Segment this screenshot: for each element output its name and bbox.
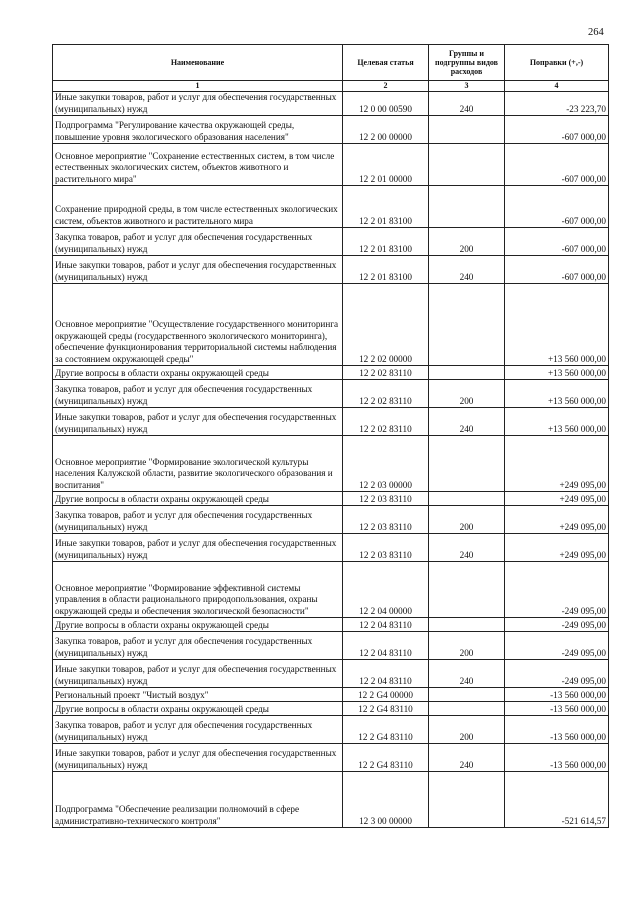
row-amount-cell: -13 560 000,00	[505, 744, 609, 772]
row-amount-cell: -607 000,00	[505, 144, 609, 186]
table-row	[53, 660, 609, 688]
table-row	[53, 492, 609, 506]
row-name-cell: Иные закупки товаров, работ и услуг для обеспечения государственных (муниципальных) нужд	[53, 744, 343, 772]
table-row	[53, 408, 609, 436]
row-group-cell: 240	[429, 92, 505, 116]
row-amount-cell: -607 000,00	[505, 116, 609, 144]
row-group-cell	[429, 144, 505, 186]
row-amount-cell: +13 560 000,00	[505, 284, 609, 366]
row-group-cell	[429, 688, 505, 702]
row-name-cell: Закупка товаров, работ и услуг для обеспечения государственных (муниципальных) нужд	[53, 380, 343, 408]
table-row	[53, 436, 609, 492]
row-name-cell: Закупка товаров, работ и услуг для обеспечения государственных (муниципальных) нужд	[53, 228, 343, 256]
table-row	[53, 116, 609, 144]
row-name-cell: Другие вопросы в области охраны окружающей среды	[53, 366, 343, 380]
row-code-cell: 12 2 02 00000	[343, 284, 429, 366]
row-amount-cell: -521 614,57	[505, 772, 609, 828]
row-code-cell: 12 2 01 83100	[343, 256, 429, 284]
row-amount-cell: +13 560 000,00	[505, 380, 609, 408]
row-amount-cell: +249 095,00	[505, 506, 609, 534]
row-code-cell: 12 3 00 00000	[343, 772, 429, 828]
row-name-cell: Закупка товаров, работ и услуг для обеспечения государственных (муниципальных) нужд	[53, 506, 343, 534]
row-group-cell: 200	[429, 716, 505, 744]
table-row	[53, 186, 609, 228]
row-name-cell: Иные закупки товаров, работ и услуг для обеспечения государственных (муниципальных) нужд	[53, 534, 343, 562]
page-number: 264	[588, 27, 604, 38]
table-row	[53, 632, 609, 660]
row-amount-cell: +13 560 000,00	[505, 366, 609, 380]
table-row	[53, 144, 609, 186]
table-row	[53, 366, 609, 380]
row-name-cell: Закупка товаров, работ и услуг для обеспечения государственных (муниципальных) нужд	[53, 632, 343, 660]
row-group-cell	[429, 186, 505, 228]
row-amount-cell: -249 095,00	[505, 618, 609, 632]
row-group-cell	[429, 772, 505, 828]
row-group-cell: 240	[429, 660, 505, 688]
row-amount-cell: +13 560 000,00	[505, 408, 609, 436]
row-group-cell	[429, 366, 505, 380]
row-code-cell: 12 2 03 83110	[343, 534, 429, 562]
row-code-cell: 12 2 04 83110	[343, 660, 429, 688]
row-code-cell: 12 2 01 83100	[343, 228, 429, 256]
budget-table	[52, 44, 609, 828]
row-name-cell: Подпрограмма "Обеспечение реализации полномочий в сфере административно-технического контроля"	[53, 772, 343, 828]
row-name-cell: Иные закупки товаров, работ и услуг для обеспечения государственных (муниципальных) нужд	[53, 408, 343, 436]
row-amount-cell: +249 095,00	[505, 534, 609, 562]
row-group-cell: 240	[429, 534, 505, 562]
row-code-cell: 12 2 02 83110	[343, 380, 429, 408]
row-amount-cell: -23 223,70	[505, 92, 609, 116]
row-code-cell: 12 2 02 83110	[343, 408, 429, 436]
row-group-cell	[429, 702, 505, 716]
row-group-cell: 200	[429, 228, 505, 256]
row-code-cell: 12 0 00 00590	[343, 92, 429, 116]
column-number: 1	[53, 81, 343, 92]
row-amount-cell: -607 000,00	[505, 228, 609, 256]
row-name-cell: Основное мероприятие "Сохранение естественных систем, в том числе естественных экологических систем, объектов животного и растительного мира"	[53, 144, 343, 186]
row-amount-cell: -249 095,00	[505, 562, 609, 618]
table-row	[53, 618, 609, 632]
row-group-cell	[429, 284, 505, 366]
table-row	[53, 744, 609, 772]
row-code-cell: 12 2 G4 00000	[343, 688, 429, 702]
row-group-cell: 200	[429, 380, 505, 408]
row-name-cell: Закупка товаров, работ и услуг для обеспечения государственных (муниципальных) нужд	[53, 716, 343, 744]
row-code-cell: 12 2 03 83110	[343, 492, 429, 506]
row-name-cell: Сохранение природной среды, в том числе естественных экологических систем, объектов животного и растительного мира	[53, 186, 343, 228]
header-group: Группы и подгруппы видов расходов	[429, 45, 505, 81]
row-group-cell	[429, 492, 505, 506]
row-name-cell: Другие вопросы в области охраны окружающей среды	[53, 492, 343, 506]
column-number: 3	[429, 81, 505, 92]
row-code-cell: 12 2 G4 83110	[343, 716, 429, 744]
row-name-cell: Другие вопросы в области охраны окружающей среды	[53, 618, 343, 632]
row-group-cell: 240	[429, 744, 505, 772]
table-row	[53, 506, 609, 534]
row-name-cell: Подпрограмма "Регулирование качества окружающей среды, повышение уровня экологического образования населения"	[53, 116, 343, 144]
table-row	[53, 256, 609, 284]
row-code-cell: 12 2 04 83110	[343, 618, 429, 632]
row-amount-cell: -13 560 000,00	[505, 702, 609, 716]
row-amount-cell: -13 560 000,00	[505, 716, 609, 744]
row-name-cell: Иные закупки товаров, работ и услуг для обеспечения государственных (муниципальных) нужд	[53, 256, 343, 284]
header-amount: Поправки (+,-)	[505, 45, 609, 81]
row-amount-cell: -13 560 000,00	[505, 688, 609, 702]
table-row	[53, 534, 609, 562]
row-code-cell: 12 2 03 83110	[343, 506, 429, 534]
table-header-row	[53, 45, 609, 81]
row-name-cell: Региональный проект "Чистый воздух"	[53, 688, 343, 702]
table-row	[53, 284, 609, 366]
row-code-cell: 12 2 02 83110	[343, 366, 429, 380]
row-name-cell: Иные закупки товаров, работ и услуг для обеспечения государственных (муниципальных) нужд	[53, 660, 343, 688]
row-group-cell: 240	[429, 408, 505, 436]
row-group-cell	[429, 562, 505, 618]
table-row	[53, 228, 609, 256]
table-row	[53, 688, 609, 702]
row-code-cell: 12 2 04 00000	[343, 562, 429, 618]
header-name: Наименование	[53, 45, 343, 81]
row-code-cell: 12 2 01 00000	[343, 144, 429, 186]
table-body	[53, 92, 609, 828]
row-amount-cell: -607 000,00	[505, 256, 609, 284]
table-row	[53, 702, 609, 716]
table-row	[53, 562, 609, 618]
row-code-cell: 12 2 03 00000	[343, 436, 429, 492]
table-row	[53, 92, 609, 116]
row-name-cell: Основное мероприятие "Формирование эффективной системы управления в области рационального природопользования, охраны окружающей среды и обеспечения экологической безопасности"	[53, 562, 343, 618]
row-amount-cell: +249 095,00	[505, 492, 609, 506]
row-amount-cell: +249 095,00	[505, 436, 609, 492]
row-name-cell: Другие вопросы в области охраны окружающей среды	[53, 702, 343, 716]
row-group-cell	[429, 116, 505, 144]
row-name-cell: Иные закупки товаров, работ и услуг для обеспечения государственных (муниципальных) нужд	[53, 92, 343, 116]
row-group-cell: 200	[429, 506, 505, 534]
row-code-cell: 12 2 04 83110	[343, 632, 429, 660]
row-group-cell: 240	[429, 256, 505, 284]
column-number: 2	[343, 81, 429, 92]
column-number-row	[53, 81, 609, 92]
header-code: Целевая статья	[343, 45, 429, 81]
row-code-cell: 12 2 00 00000	[343, 116, 429, 144]
row-code-cell: 12 2 01 83100	[343, 186, 429, 228]
row-code-cell: 12 2 G4 83110	[343, 744, 429, 772]
table-row	[53, 772, 609, 828]
row-amount-cell: -607 000,00	[505, 186, 609, 228]
row-amount-cell: -249 095,00	[505, 632, 609, 660]
table-row	[53, 716, 609, 744]
column-number: 4	[505, 81, 609, 92]
row-group-cell	[429, 618, 505, 632]
row-code-cell: 12 2 G4 83110	[343, 702, 429, 716]
row-name-cell: Основное мероприятие "Формирование экологической культуры населения Калужской области, развитие экологического образования и воспитания"	[53, 436, 343, 492]
row-amount-cell: -249 095,00	[505, 660, 609, 688]
row-name-cell: Основное мероприятие "Осуществление государственного мониторинга окружающей среды (государственного экологического мониторинга), обеспечение функционирования территориальной системы наблюдения за состоянием окружающей среды"	[53, 284, 343, 366]
table-row	[53, 380, 609, 408]
row-group-cell: 200	[429, 632, 505, 660]
row-group-cell	[429, 436, 505, 492]
